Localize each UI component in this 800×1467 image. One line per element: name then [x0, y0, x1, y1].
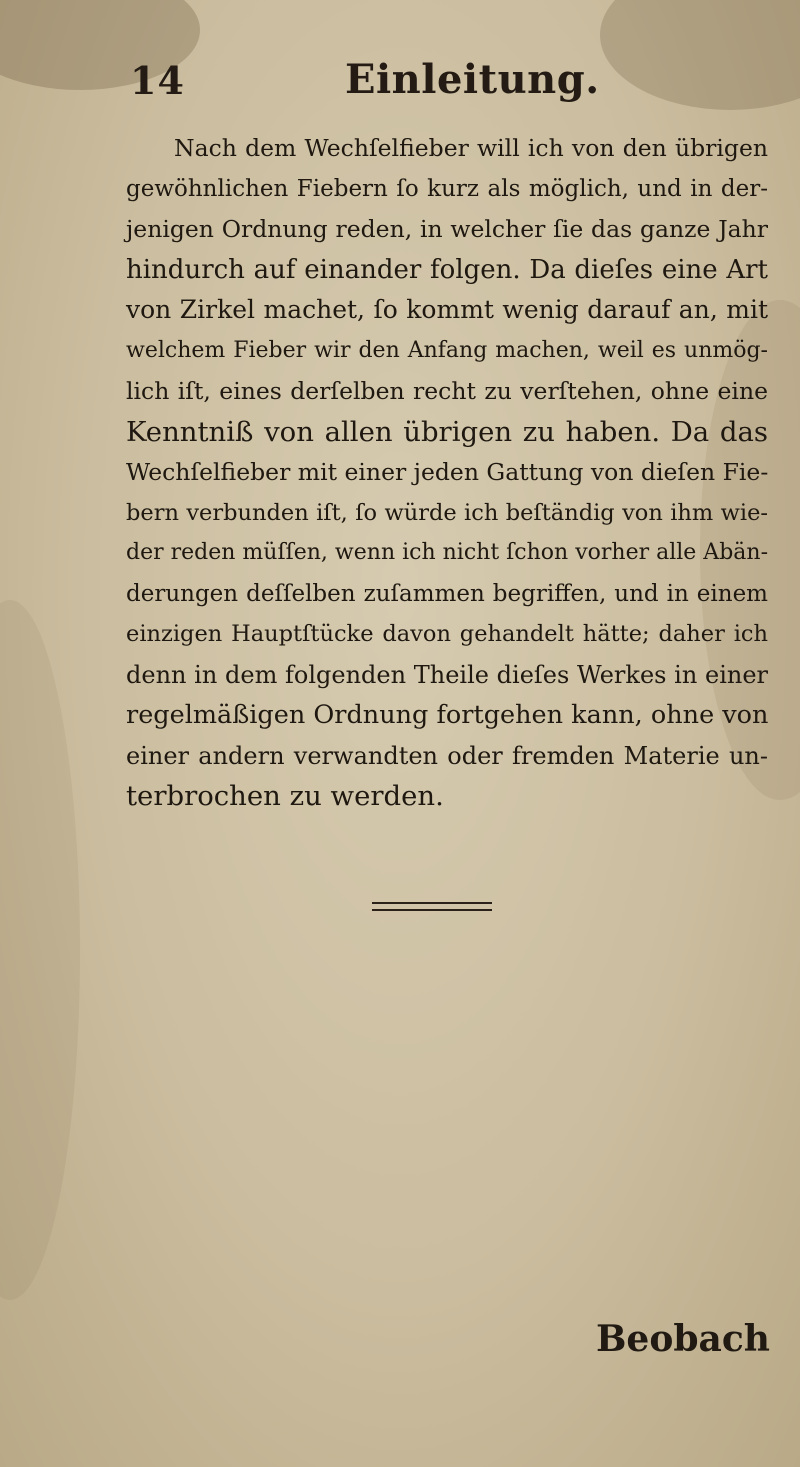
text-line: derungen deſſelben zuſammen begriffen, und in einem	[126, 580, 768, 607]
running-title: Einleitung.	[345, 56, 600, 103]
text-line: einer andern verwandten oder fremden Materie un-	[126, 741, 768, 770]
text-line: von Zirkel machet, ſo kommt wenig darauf an, mit	[126, 295, 768, 324]
age-stain	[0, 600, 80, 1300]
page-number: 14	[130, 58, 185, 103]
section-divider-rule	[372, 902, 492, 911]
text-line: Kenntniß von allen übrigen zu haben. Da das	[126, 415, 768, 448]
text-line: terbrochen zu werden.	[126, 780, 444, 812]
body-paragraph	[126, 128, 768, 817]
text-line: bern verbunden iſt, ſo würde ich beſtändig von ihm wie-	[126, 499, 768, 526]
page-header	[130, 52, 690, 112]
text-line: regelmäßigen Ordnung fortgehen kann, ohne von	[126, 700, 769, 730]
catchword: Beobach	[596, 1318, 770, 1360]
text-line: der reden müſſen, wenn ich nicht ſchon vorher alle Abän-	[126, 540, 768, 565]
text-line: Nach dem Wechſelfieber will ich von den übrigen	[174, 134, 768, 162]
text-line: welchem Fieber wir den Anfang machen, weil es unmög-	[126, 337, 768, 363]
text-line: lich iſt, eines derſelben recht zu verſtehen, ohne eine	[126, 377, 768, 405]
text-line: einzigen Hauptſtücke davon gehandelt hätte; daher ich	[126, 621, 768, 647]
text-line: gewöhnlichen Fiebern ſo kurz als möglich, und in der-	[126, 175, 768, 202]
text-line: hindurch auf einander folgen. Da dieſes eine Art	[126, 254, 768, 285]
text-line: denn in dem folgenden Theile dieſes Werkes in einer	[126, 660, 768, 689]
text-line: jenigen Ordnung reden, in welcher ſie das ganze Jahr	[126, 215, 768, 243]
text-line: Wechſelfieber mit einer jeden Gattung von dieſen Fie-	[126, 458, 769, 486]
